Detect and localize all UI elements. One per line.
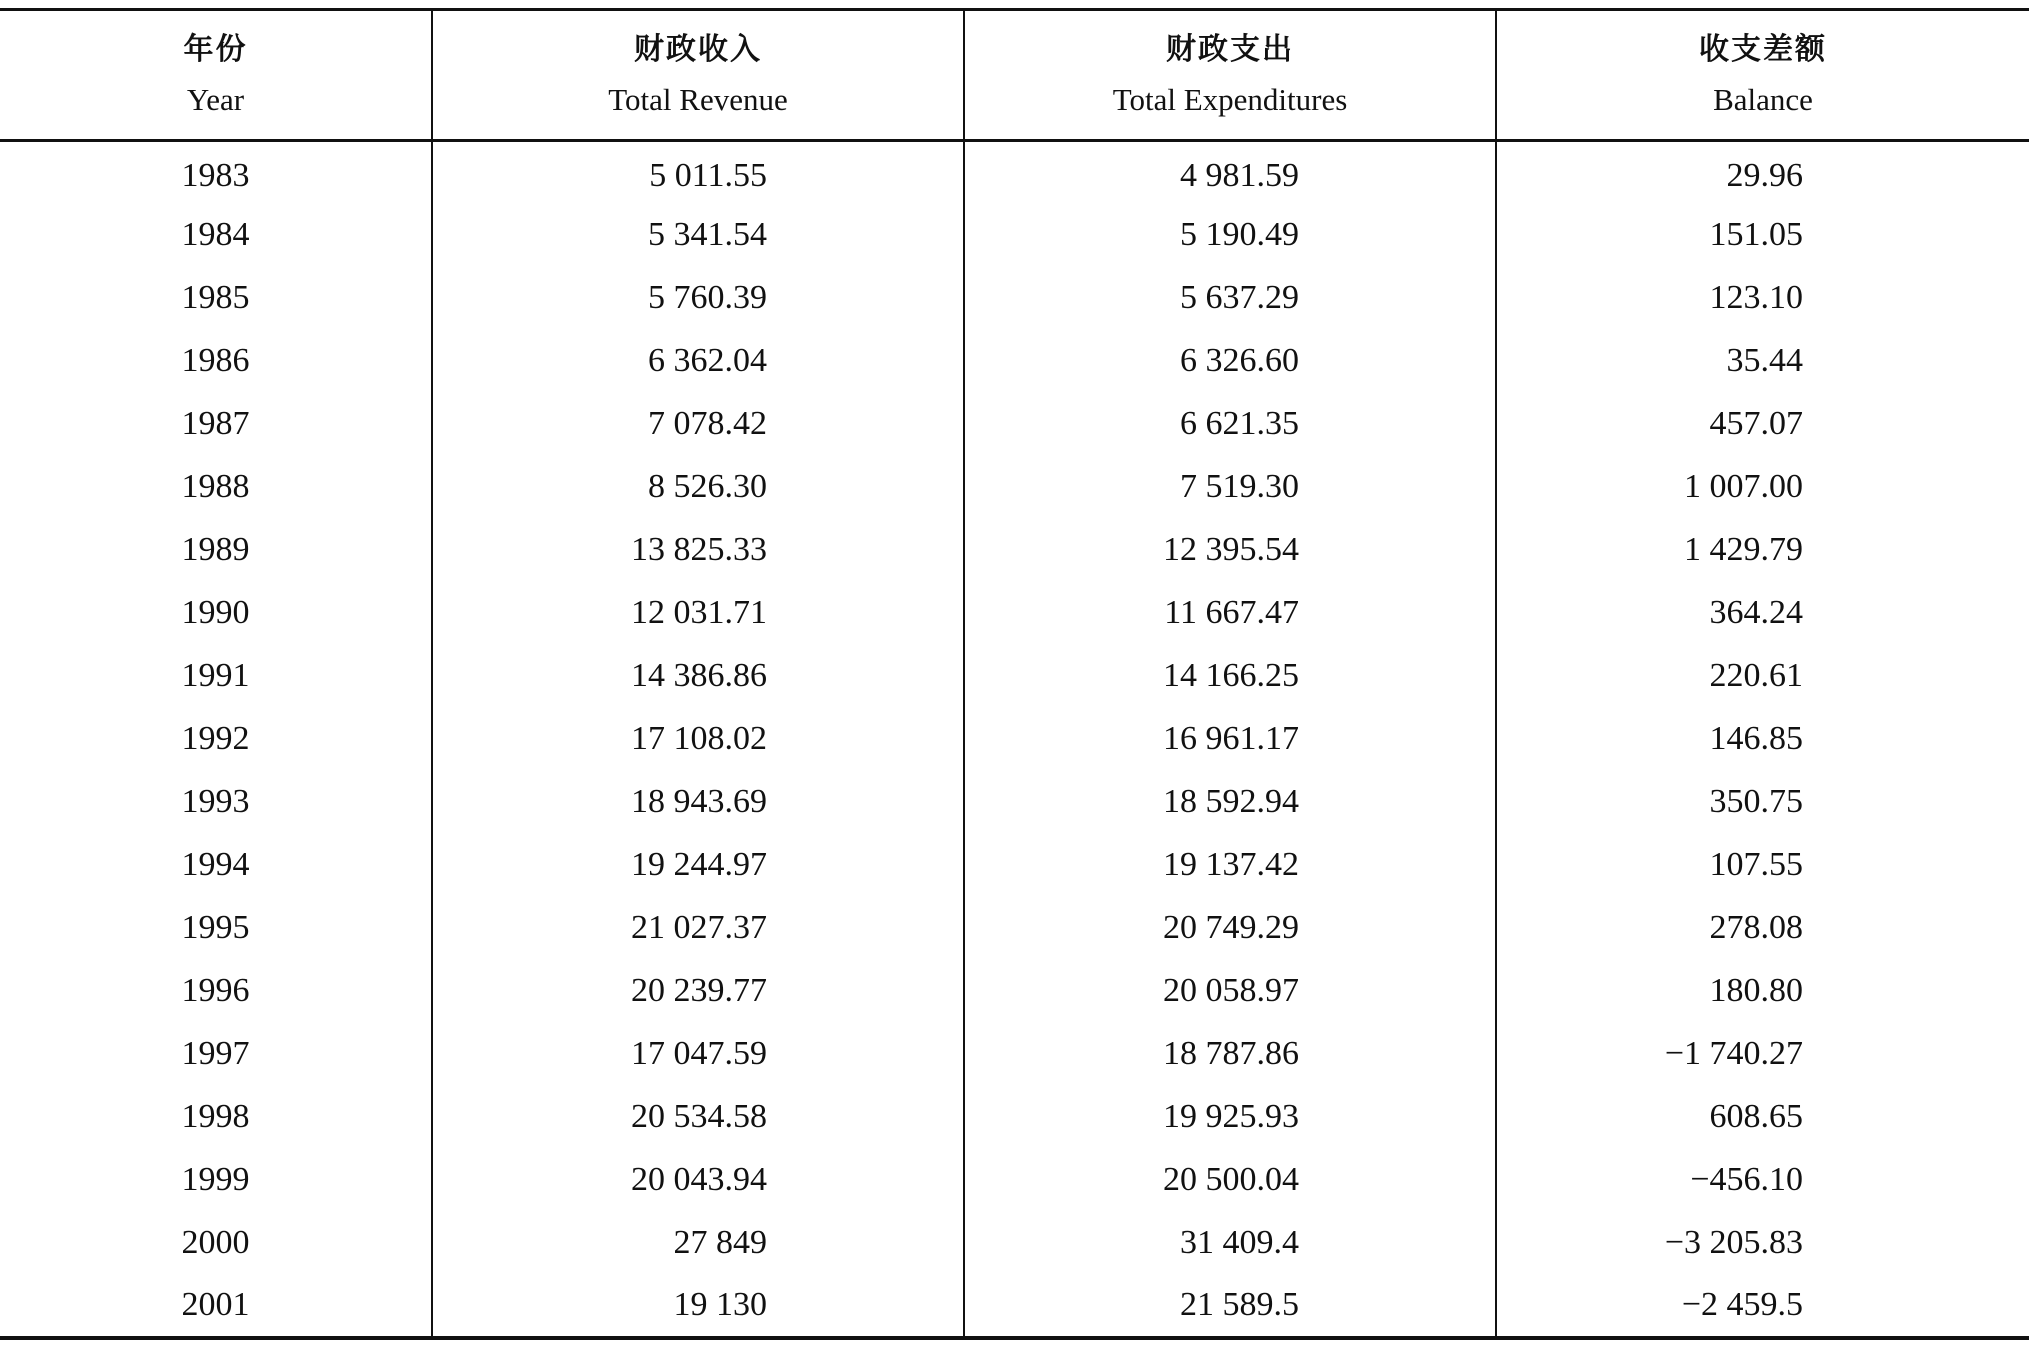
revenue-cell: 12 031.71 — [432, 582, 964, 645]
header-row — [0, 10, 2029, 141]
table-row — [0, 141, 2029, 204]
header-year-zh: 年份 — [183, 32, 248, 67]
header-expenditures — [964, 10, 1496, 141]
revenue-cell: 20 239.77 — [432, 960, 964, 1023]
year-cell: 1987 — [181, 405, 250, 442]
balance-cell: 220.61 — [1496, 645, 2029, 708]
fiscal-table-container — [0, 8, 2029, 1340]
header-revenue-zh: 财政收入 — [634, 32, 762, 67]
expenditures-cell: 7 519.30 — [964, 456, 1496, 519]
header-balance-en: Balance — [1713, 82, 1813, 117]
expenditures-cell: 21 589.5 — [964, 1275, 1496, 1338]
table-row — [0, 1275, 2029, 1338]
header-revenue — [432, 10, 964, 141]
expenditures-cell: 11 667.47 — [964, 582, 1496, 645]
balance-cell: 1 429.79 — [1496, 519, 2029, 582]
table-row — [0, 519, 2029, 582]
expenditures-cell: 18 592.94 — [964, 771, 1496, 834]
table-row — [0, 1149, 2029, 1212]
year-cell: 1996 — [181, 972, 250, 1009]
expenditures-cell: 4 981.59 — [964, 141, 1496, 204]
year-cell: 1986 — [181, 342, 250, 379]
header-year — [0, 10, 432, 141]
balance-cell: 107.55 — [1496, 834, 2029, 897]
table-row — [0, 330, 2029, 393]
year-cell: 1995 — [181, 909, 250, 946]
revenue-cell: 6 362.04 — [432, 330, 964, 393]
year-cell: 1997 — [181, 1035, 250, 1072]
table-header — [0, 10, 2029, 141]
year-cell: 2001 — [181, 1286, 250, 1323]
table-row — [0, 456, 2029, 519]
balance-cell: 123.10 — [1496, 267, 2029, 330]
revenue-cell: 7 078.42 — [432, 393, 964, 456]
revenue-cell: 17 108.02 — [432, 708, 964, 771]
year-cell: 1988 — [181, 468, 250, 505]
balance-cell: −2 459.5 — [1496, 1275, 2029, 1338]
year-cell: 1984 — [181, 216, 250, 253]
revenue-cell: 5 341.54 — [432, 204, 964, 267]
table-row — [0, 393, 2029, 456]
expenditures-cell: 6 326.60 — [964, 330, 1496, 393]
year-cell: 2000 — [181, 1224, 250, 1261]
table-row — [0, 1023, 2029, 1086]
header-year-en: Year — [186, 82, 245, 117]
expenditures-cell: 19 137.42 — [964, 834, 1496, 897]
expenditures-cell: 20 058.97 — [964, 960, 1496, 1023]
expenditures-cell: 5 190.49 — [964, 204, 1496, 267]
table-body — [0, 141, 2029, 1338]
header-revenue-en: Total Revenue — [608, 82, 788, 117]
balance-cell: −1 740.27 — [1496, 1023, 2029, 1086]
balance-cell: −456.10 — [1496, 1149, 2029, 1212]
year-cell: 1990 — [181, 594, 250, 631]
table-row — [0, 645, 2029, 708]
revenue-cell: 5 760.39 — [432, 267, 964, 330]
revenue-cell: 19 244.97 — [432, 834, 964, 897]
expenditures-cell: 5 637.29 — [964, 267, 1496, 330]
year-cell: 1991 — [181, 657, 250, 694]
expenditures-cell: 31 409.4 — [964, 1212, 1496, 1275]
revenue-cell: 21 027.37 — [432, 897, 964, 960]
revenue-cell: 20 043.94 — [432, 1149, 964, 1212]
balance-cell: 151.05 — [1496, 204, 2029, 267]
year-cell: 1985 — [181, 279, 250, 316]
header-expenditures-zh: 财政支出 — [1166, 32, 1294, 67]
balance-cell: 180.80 — [1496, 960, 2029, 1023]
table-row — [0, 1212, 2029, 1275]
balance-cell: −3 205.83 — [1496, 1212, 2029, 1275]
balance-cell: 608.65 — [1496, 1086, 2029, 1149]
expenditures-cell: 14 166.25 — [964, 645, 1496, 708]
fiscal-table — [0, 8, 2029, 1340]
table-row — [0, 1086, 2029, 1149]
expenditures-cell: 16 961.17 — [964, 708, 1496, 771]
year-cell: 1994 — [181, 846, 250, 883]
revenue-cell: 8 526.30 — [432, 456, 964, 519]
balance-cell: 1 007.00 — [1496, 456, 2029, 519]
table-row — [0, 897, 2029, 960]
revenue-cell: 20 534.58 — [432, 1086, 964, 1149]
expenditures-cell: 6 621.35 — [964, 393, 1496, 456]
balance-cell: 29.96 — [1496, 141, 2029, 204]
header-balance — [1496, 10, 2029, 141]
revenue-cell: 27 849 — [432, 1212, 964, 1275]
header-expenditures-en: Total Expenditures — [1112, 82, 1348, 117]
expenditures-cell: 20 749.29 — [964, 897, 1496, 960]
expenditures-cell: 12 395.54 — [964, 519, 1496, 582]
balance-cell: 278.08 — [1496, 897, 2029, 960]
table-row — [0, 834, 2029, 897]
expenditures-cell: 18 787.86 — [964, 1023, 1496, 1086]
table-row — [0, 960, 2029, 1023]
balance-cell: 35.44 — [1496, 330, 2029, 393]
year-cell: 1998 — [181, 1098, 250, 1135]
table-row — [0, 267, 2029, 330]
balance-cell: 364.24 — [1496, 582, 2029, 645]
balance-cell: 146.85 — [1496, 708, 2029, 771]
table-row — [0, 204, 2029, 267]
year-cell: 1983 — [181, 156, 250, 194]
expenditures-cell: 20 500.04 — [964, 1149, 1496, 1212]
balance-cell: 350.75 — [1496, 771, 2029, 834]
revenue-cell: 13 825.33 — [432, 519, 964, 582]
revenue-cell: 14 386.86 — [432, 645, 964, 708]
table-row — [0, 708, 2029, 771]
table-row — [0, 582, 2029, 645]
revenue-cell: 5 011.55 — [432, 141, 964, 204]
revenue-cell: 18 943.69 — [432, 771, 964, 834]
year-cell: 1989 — [181, 531, 250, 568]
revenue-cell: 19 130 — [432, 1275, 964, 1338]
year-cell: 1992 — [181, 720, 250, 757]
header-balance-zh: 收支差额 — [1699, 32, 1827, 67]
year-cell: 1993 — [181, 783, 250, 820]
expenditures-cell: 19 925.93 — [964, 1086, 1496, 1149]
table-row — [0, 771, 2029, 834]
year-cell: 1999 — [181, 1161, 250, 1198]
balance-cell: 457.07 — [1496, 393, 2029, 456]
revenue-cell: 17 047.59 — [432, 1023, 964, 1086]
